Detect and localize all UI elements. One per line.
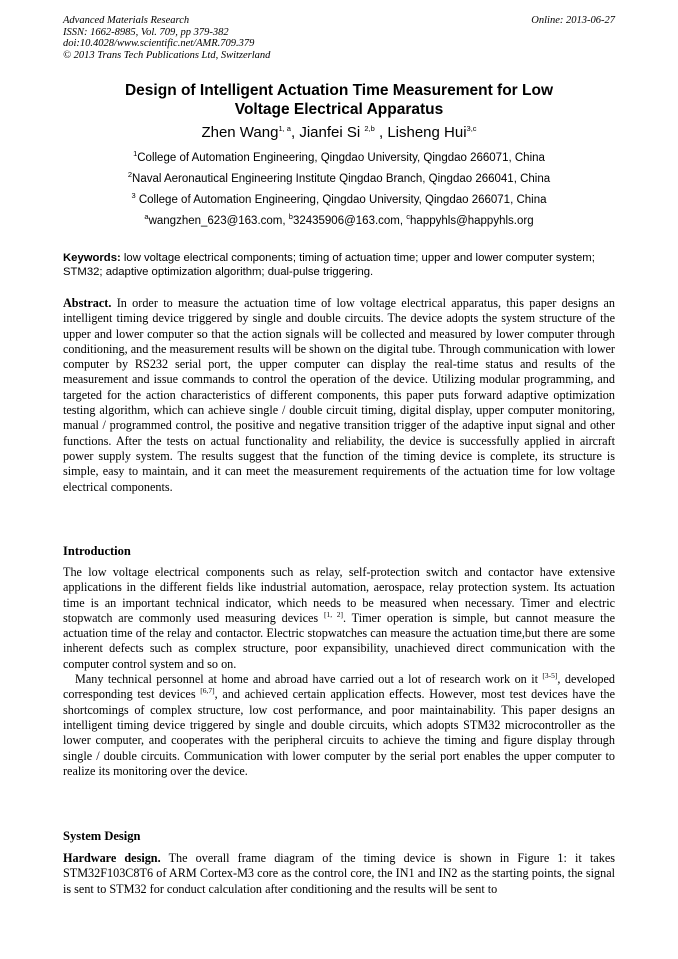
system-design-heading: System Design [63, 829, 141, 843]
keywords [63, 251, 615, 279]
keywords-label: Keywords: [63, 252, 121, 264]
author-name: Jianfei Si [299, 124, 365, 141]
copyright-line: © 2013 Trans Tech Publications Ltd, Switzerland [63, 49, 271, 61]
email-text: wangzhen_623@163.com, [148, 215, 289, 227]
paragraph-text: Many technical personnel at home and abroad have carried out a lot of research work on it [75, 672, 543, 687]
affiliation-2 [63, 172, 615, 186]
title-line-1: Design of Intelligent Actuation Time Measurement for Low [124, 82, 553, 99]
email-text: happyhls@happyhls.org [410, 215, 534, 227]
hardware-design-label: Hardware design. [63, 851, 161, 865]
affiliation-sup: 2 [127, 170, 133, 180]
citation: [6,7] [200, 686, 215, 696]
introduction-heading: Introduction [63, 544, 131, 558]
affiliation-text: College of Automation Engineering, Qingdao University, Qingdao 266071, China [135, 194, 547, 206]
email-sup: b [288, 212, 293, 222]
citation: [1, 2] [324, 609, 344, 619]
email-text: 32435906@163.com, [292, 215, 407, 227]
abstract [63, 296, 615, 495]
author-separator: , [374, 124, 388, 141]
intro-paragraph-2 [63, 672, 615, 779]
journal-header [63, 15, 270, 61]
email-sup: a [144, 212, 149, 222]
issn-line: ISSN: 1662-8985, Vol. 709, pp 379-382 [63, 26, 229, 38]
author-sup: 3,c [466, 124, 477, 133]
hardware-design-paragraph [63, 851, 615, 897]
affiliation-sup: 3 [131, 191, 136, 201]
affiliation-text: College of Automation Engineering, Qingdao University, Qingdao 266071, China [137, 152, 545, 164]
paragraph-text: , developed corresponding test devices [63, 672, 615, 702]
author-name: Zhen Wang [201, 124, 279, 141]
title-line-2: Voltage Electrical Apparatus [234, 101, 444, 118]
paragraph-text: . Timer operation is simple, but cannot measure the actuation time of the relay and contactor. Electric stopwatches can measure the actuation time,but there are some inherent defects such as complex structure, poor expansibility, unachieved direct communication with the computer control system and so on. [63, 610, 616, 671]
hardware-design-text: The overall frame diagram of the timing device is shown in Figure 1: it takes STM32F103C8T6 of ARM Cortex-M3 core as the control core, the IN1 and IN2 as the starting points, the signal is sent to STM32 for conduct calculation after conditioning and the results will be sent to [63, 851, 615, 896]
introduction-body [63, 565, 615, 779]
journal-name: Advanced Materials Research [63, 15, 190, 26]
author-list [63, 123, 615, 143]
affiliation-sup: 1 [133, 149, 138, 159]
keywords-text: low voltage electrical components; timing of actuation time; upper and lower computer system; STM32; adaptive optimization algorithm; dual-pulse triggering. [63, 252, 595, 278]
paragraph-text: , and achieved certain application effects. However, most test devices have the shortcomings of complex structure, low cost performance, and poor maintainability. This paper designs an intelligent timing device triggered by single and double circuits, which adopts STM32 microcontroller as the lower computer, and cooperates with the peripheral circuits to achieve the timing and figure display through single / double circuits. Communication with lower computer by the serial port enables the upper computer to realize its monitoring over the device. [63, 687, 615, 778]
affiliation-text: Naval Aeronautical Engineering Institute Qingdao Branch, Qingdao 266041, China [132, 173, 551, 185]
abstract-label: Abstract. [63, 296, 112, 310]
author-sup: 1, a [278, 124, 291, 133]
email-sup: c [406, 212, 411, 222]
paper-title [63, 81, 615, 119]
abstract-text: In order to measure the actuation time of low voltage electrical apparatus, this paper designs an intelligent timing device triggered by single and double circuits. The device adopts the system structure of the upper and lower computer so that the action signals will be collected and measured by lower computer through conditioning, and the measurement results will be shown on the digital tube. Through communication with lower computer by RS232 serial port, the upper computer can display the real-time status and results of the measurement and issue commands to control the operation of the device. Utilizing modular programming, and targeted for the action characteristics of different components, this paper puts forward adaptive optimization testing algorithm, which can achieve single / double circuit timing, digital display, upper computer monitoring, manual / programmed control, the positive and negative transition trigger of the adaptive input signal and other functions. After the tests on actual functionality and reliability, the device is successfully applied in aircraft power supply system. The results suggest that the function of the timing device is complete, its structure is simple, easy to maintain, and it can meet the measurement requirements of the actuation time for low voltage electrical components. [63, 296, 615, 494]
citation: [3-5] [542, 671, 558, 681]
paragraph-text: The low voltage electrical components such as relay, self-protection switch and contactor have extensive applications in the different fields like industrial automation, aerospace, relay protection system. Its actuation time is an important technical indicator, which needs to be measured when necessary. Timer and electric stopwatch are commonly used measuring devices [63, 565, 615, 625]
affiliation-3 [63, 193, 615, 207]
intro-paragraph-1 [63, 565, 615, 672]
author-emails [63, 214, 615, 228]
author-separator: , [290, 124, 300, 141]
doi-line: doi:10.4028/www.scientific.net/AMR.709.379 [63, 38, 255, 50]
author-sup: 2,b [364, 124, 375, 133]
online-date: Online: 2013-06-27 [531, 15, 615, 26]
author-name: Lisheng Hui [387, 124, 467, 141]
affiliation-1 [63, 151, 615, 165]
